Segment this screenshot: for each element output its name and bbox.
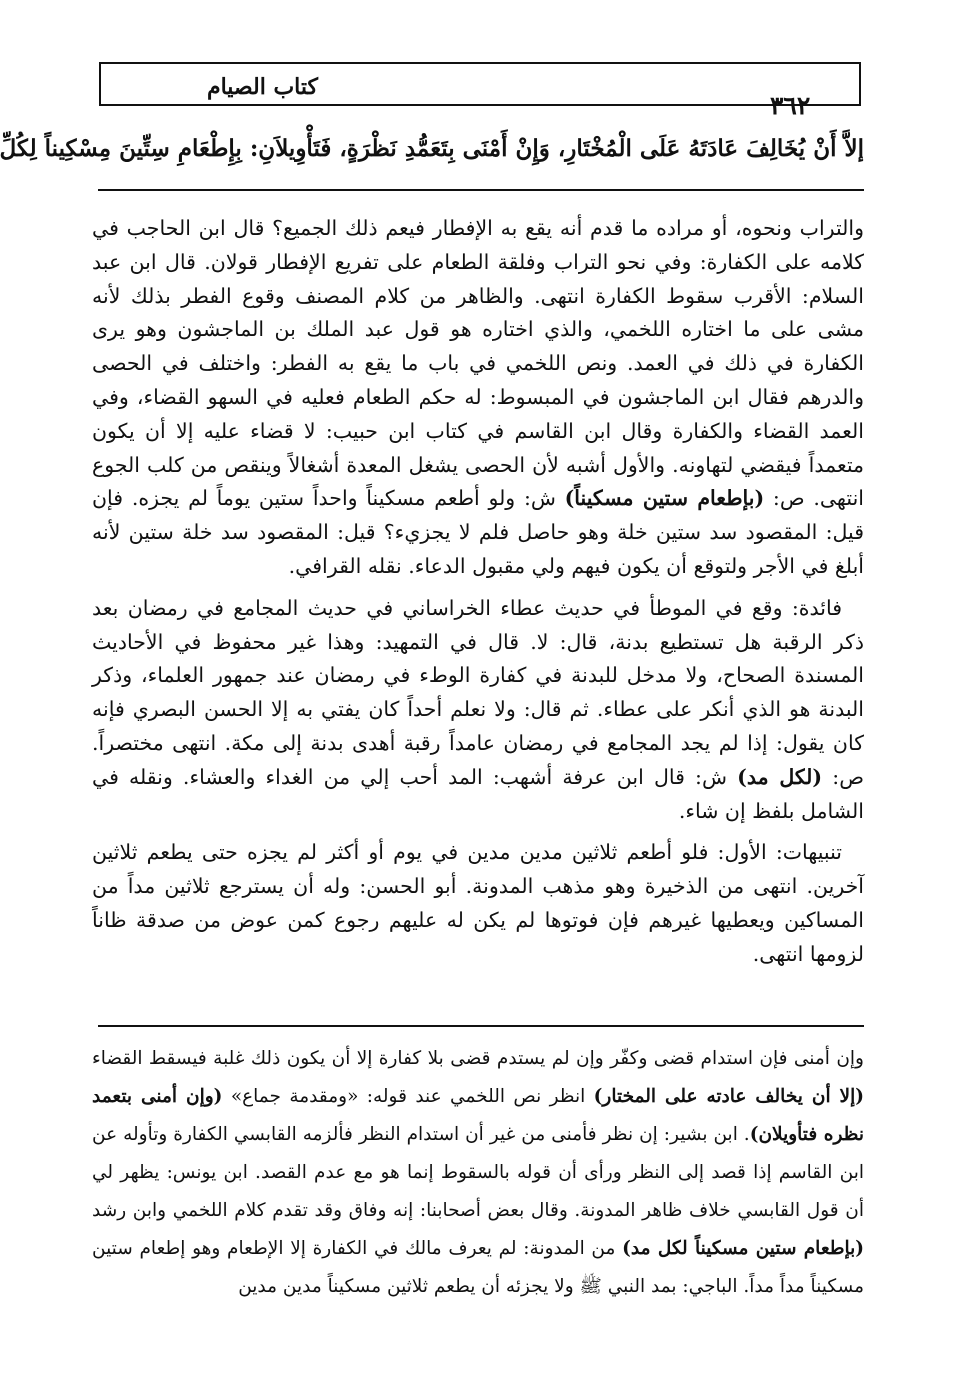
commentary-paragraph-1	[92, 212, 864, 584]
commentary-text: فائدة: وقع في الموطأ في حديث عطاء الخراساني في حديث المجامع في رمضان بعد ذكر الرقبة هل تستطيع بدنة، قال: لا. قال في التمهيد: وهذا غير محفوظ في الأحاديث المسندة الصحاح، ولا مدخل للبدنة في كفارة الوطء في رمضان عند جمهور العلماء، وذكر البدنة هو الذي أنكر على عطاء. ثم قال: ولا نعلم أحداً كان يفتي به إلا الحسن البصري فإنه كان يقول: إذا لم يجد المجامع في رمضان عامداً رقبة أهدى بدنة إلى مكة. انتهى مختصراً. ص:	[92, 595, 864, 789]
matn-quote: (بإطعام ستين مسكيناً)	[564, 486, 765, 511]
matn-quote: (بإطعام ستين مسكيناً لكل مد)	[622, 1238, 865, 1259]
footnote-divider	[98, 1025, 864, 1027]
matn-text: إلاَّ أَنْ يُخَالِفَ عَادَتَهُ عَلَى الْمُخْتَارِ، وَإِنْ أَمْنَى بِتَعَمُّدِ نَظْرَةٍ، فَتَأْوِيلاَنِ: بِإِطْعَامِ سِتِّينَ مِسْكِيناً لِكُلِّ	[0, 135, 864, 162]
matn-quote: (إلا أن يخالف عادته على المختار)	[593, 1086, 864, 1107]
commentary-body	[92, 212, 864, 972]
footnote-text: وإن أمنى فإن استدام قضى وكفّر وإن لم يستدم قضى بلا كفارة إلا أن يكون ذلك غلبة فيسقط القضاء	[92, 1048, 864, 1069]
footnote	[92, 1040, 864, 1306]
footnote-text: من المدونة: لم يعرف مالك في الكفارة إلا الإطعام وهو إطعام ستين مسكيناً مداً مداً. الباجي: بمد النبي ﷺ ولا يجزئه أن يطعم ثلاثين مسكيناً مدين مدين	[92, 1238, 864, 1297]
matn-quote: (وإن أمنى بتعمد نظره فتأويلان)	[92, 1086, 864, 1145]
commentary-paragraph-2	[92, 592, 864, 829]
matn-divider	[98, 189, 864, 191]
commentary-paragraph-3: تنبيهات: الأول: فلو أطعم ثلاثين مدين مدين في يوم أو أكثر لم يجزه حتى يطعم ثلاثين آخرين. انتهى من الذخيرة وهو مذهب المدونة. أبو الحسن: وله أن يسترجع ثلاثين مداً من المساكين ويعطيها غيرهم فإن فوتوها لم يكن له عليهم رجوع كمن عوض من صدقة ظاناً لزومها انتهى.	[92, 840, 864, 966]
footnote-text: . ابن بشير: إن نظر فأمنى من غير أن استدام النظر فألزمه القابسي الكفارة وتأوله عن ابن القاسم إذا قصد إلى النظر ورأى أن قوله بالسقوط إنما هو مع عدم القصد. ابن يونس: يظهر لي أن قول القابسي خلاف ظاهر المدونة. وقال بعض أصحابنا: إنه وفاق وقد تقدم كلام اللخمي وابن رشد	[92, 1124, 864, 1221]
commentary-text: والتراب ونحوه، أو مراده ما قدم أنه يقع به الإفطار فيعم ذلك الجميع؟ قال ابن الحاجب في كلامه على الكفارة: وفي نحو التراب وفلقة الطعام على تفريع الإفطار قولان. قال ابن عبد السلام: الأقرب سقوط الكفارة انتهى. والظاهر من كلام المصنف وقوع الفطر بذلك لأنه مشى على ما اختاره اللخمي، والذي اختاره هو قول عبد الملك بن الماجشون وهو يرى الكفارة في ذلك في العمد. ونص اللخمي في باب ما يقع به الفطر: واختلف في الحصى والدرهم فقال ابن الماجشون في المبسوط: له حكم الطعام فعليه في السهو القضاء، وفي العمد القضاء والكفارة وقال ابن القاسم في كتاب ابن حبيب: لا قضاء عليه إلا أن يكون متعمداً فيقضي لتهاونه. والأول أشبه لأن الحصى يشغل المعدة أشغالاً وينقص من كلب الجوع انتهى. ص:	[92, 216, 864, 511]
commentary-text: ش: قال ابن عرفة أشهب: المد أحب إلي من الغداء والعشاء. ونقله في الشامل بلفظ إن شاء.	[92, 764, 864, 823]
footnote-paragraph	[92, 1040, 864, 1306]
running-title: كتاب الصيام	[206, 74, 318, 100]
matn-quote: (لكل مد)	[737, 764, 823, 789]
page-number: ٣٦٢	[770, 91, 811, 120]
commentary-text: ش: ولو أطعم مسكيناً واحداً ستين يوماً لم يجزه. فإن قيل: المقصود سد ستين خلة وهو حاصل فلم لا يجزيء؟ قيل: المقصود سد خلة ستين لأنه أبلغ في الأجر ولتوقع أن يكون فيهم ولي مقبول الدعاء. نقله القرافي.	[92, 486, 864, 578]
footnote-text: انظر نص اللخمي عند قوله: «ومقدمة جماع»	[230, 1086, 586, 1107]
